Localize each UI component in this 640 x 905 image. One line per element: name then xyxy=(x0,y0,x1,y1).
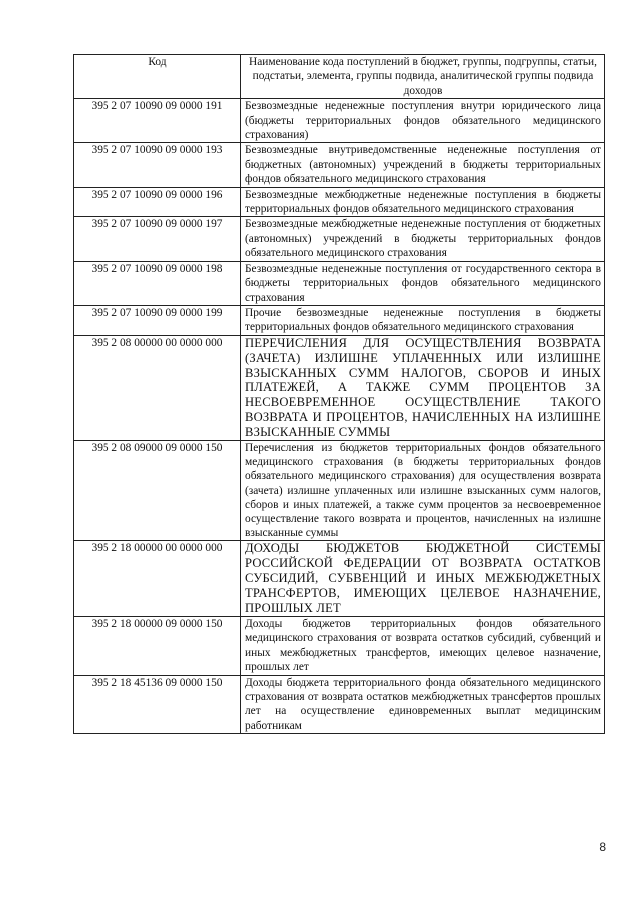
table-header-row xyxy=(74,55,605,99)
row-code: 395 2 07 10090 09 0000 193 xyxy=(74,143,241,187)
row-code: 395 2 08 09000 09 0000 150 xyxy=(74,441,241,541)
table-row xyxy=(74,261,605,305)
row-name: Безвозмездные внутриведомственные неденежные поступления от бюджетных (автономных) учреждений в бюджеты территориальных фондов обязательного медицинского страхования xyxy=(241,143,605,187)
table-row xyxy=(74,617,605,676)
row-code: 395 2 08 00000 00 0000 000 xyxy=(74,335,241,440)
table-row xyxy=(74,441,605,541)
row-name: ПЕРЕЧИСЛЕНИЯ ДЛЯ ОСУЩЕСТВЛЕНИЯ ВОЗВРАТА (ЗАЧЕТА) ИЗЛИШНЕ УПЛАЧЕННЫХ ИЛИ ИЗЛИШНЕ ВЗЫСКАННЫХ СУММ НАЛОГОВ, СБОРОВ И ИНЫХ ПЛАТЕЖЕЙ, А ТАКЖЕ СУММ ПРОЦЕНТОВ ЗА НЕСВОЕВРЕМЕННОЕ ОСУЩЕСТВЛЕНИЕ ТАКОГО ВОЗВРАТА И ПРОЦЕНТОВ, НАЧИСЛЕННЫХ НА ИЗЛИШНЕ ВЗЫСКАННЫЕ СУММЫ xyxy=(241,335,605,440)
header-name: Наименование кода поступлений в бюджет, группы, подгруппы, статьи, подстатьи, элемента, группы подвида, аналитической группы подвида доходов xyxy=(241,55,605,99)
row-name: Безвозмездные неденежные поступления от государственного сектора в бюджеты территориальных фондов обязательного медицинского страхования xyxy=(241,261,605,305)
row-name: Безвозмездные неденежные поступления внутри юридического лица (бюджеты территориальных фондов обязательного медицинского страхования) xyxy=(241,99,605,143)
row-code: 395 2 07 10090 09 0000 197 xyxy=(74,217,241,261)
income-codes-table xyxy=(73,54,605,734)
row-name: Доходы бюджетов территориальных фондов обязательного медицинского страхования от возврата остатков субсидий, субвенций и иных межбюджетных трансфертов, имеющих целевое назначение, прошлых лет xyxy=(241,617,605,676)
header-code: Код xyxy=(74,55,241,99)
table-row xyxy=(74,335,605,440)
row-code: 395 2 18 00000 09 0000 150 xyxy=(74,617,241,676)
row-name: Безвозмездные межбюджетные неденежные поступления в бюджеты территориальных фондов обязательного медицинского страхования xyxy=(241,187,605,217)
row-code: 395 2 07 10090 09 0000 198 xyxy=(74,261,241,305)
table-row xyxy=(74,541,605,617)
table-row xyxy=(74,99,605,143)
row-name: ДОХОДЫ БЮДЖЕТОВ БЮДЖЕТНОЙ СИСТЕМЫ РОССИЙСКОЙ ФЕДЕРАЦИИ ОТ ВОЗВРАТА ОСТАТКОВ СУБСИДИЙ, СУБВЕНЦИЙ И ИНЫХ МЕЖБЮДЖЕТНЫХ ТРАНСФЕРТОВ, ИМЕЮЩИХ ЦЕЛЕВОЕ НАЗНАЧЕНИЕ, ПРОШЛЫХ ЛЕТ xyxy=(241,541,605,617)
row-name: Перечисления из бюджетов территориальных фондов обязательного медицинского страхования (в бюджеты территориальных фондов обязательного медицинского страхования) для осуществления возврата (зачета) излишне уплаченных или излишне взысканных сумм налогов, сборов и иных платежей, а также сумм процентов за несвоевременное осуществление такого возврата и процентов, начисленных на излишне взысканные суммы xyxy=(241,441,605,541)
table-row xyxy=(74,217,605,261)
row-name: Прочие безвозмездные неденежные поступления в бюджеты территориальных фондов обязательного медицинского страхования xyxy=(241,305,605,335)
row-code: 395 2 07 10090 09 0000 196 xyxy=(74,187,241,217)
table-row xyxy=(74,187,605,217)
table-row xyxy=(74,143,605,187)
row-code: 395 2 18 45136 09 0000 150 xyxy=(74,675,241,734)
row-code: 395 2 07 10090 09 0000 191 xyxy=(74,99,241,143)
page-number: 8 xyxy=(599,840,606,854)
table-row xyxy=(74,305,605,335)
row-code: 395 2 18 00000 00 0000 000 xyxy=(74,541,241,617)
row-name: Доходы бюджета территориального фонда обязательного медицинского страхования от возврата остатков межбюджетных трансфертов прошлых лет на осуществление единовременных выплат медицинским работникам xyxy=(241,675,605,734)
row-code: 395 2 07 10090 09 0000 199 xyxy=(74,305,241,335)
row-name: Безвозмездные межбюджетные неденежные поступления от бюджетных (автономных) учреждений в бюджеты территориальных фондов обязательного медицинского страхования xyxy=(241,217,605,261)
table-row xyxy=(74,675,605,734)
